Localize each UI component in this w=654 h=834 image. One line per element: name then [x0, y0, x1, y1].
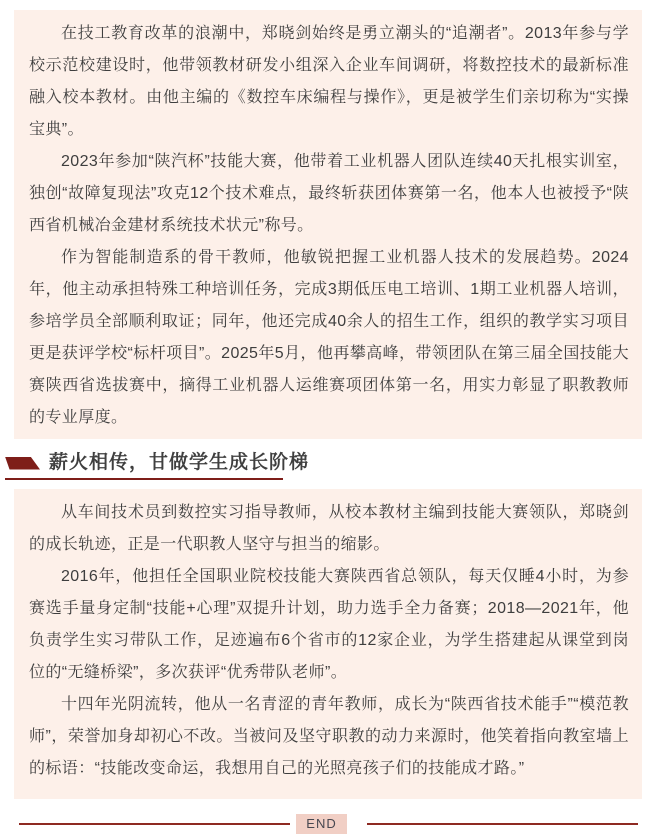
heading-underline — [5, 478, 283, 480]
heading-flag-icon — [5, 457, 40, 470]
section-heading-text: 薪火相传，甘做学生成长阶梯 — [49, 452, 310, 473]
section-heading — [5, 452, 642, 474]
mentorship-section — [14, 489, 642, 799]
paragraph-reform: 在技工教育改革的浪潮中，郑晓剑始终是勇立潮头的“追潮者”。2013年参与学校示范校建设时，他带领教材研发小组深入企业车间调研，将数控技术的最新标准融入校本教材。由他主编的《数控车床编程与操作》，更是被学生们亲切称为“实操宝典”。 — [29, 25, 629, 138]
paragraph-growth-track: 从车间技术员到数控实习指导教师，从校本教材主编到技能大赛领队，郑晓剑的成长轨迹，正是一代职教人坚守与担当的缩影。 — [29, 504, 629, 553]
paragraph-team-leading: 2016年，他担任全国职业院校技能大赛陕西省总领队，每天仅睡4小时，为参赛选手量身定制“技能+心理”双提升计划，助力选手全力备赛；2018—2021年，他负责学生实习带队工作，足迹遍布6个省市的12家企业，为学生搭建起从课堂到岗位的“无缝桥梁”，多次获评“优秀带队老师”。 — [29, 568, 629, 681]
section-heading-block — [5, 452, 642, 480]
end-divider — [19, 814, 638, 834]
divider-line-left — [19, 823, 290, 825]
paragraph-smart-manufacturing: 作为智能制造系的骨干教师，他敏锐把握工业机器人技术的发展趋势。2024年，他主动承担特殊工种培训任务，完成3期低压电工培训、1期工业机器人培训，参培学员全部顺利取证；同年，他还完成40余人的招生工作，组织的教学实习项目更是获评学校“标杆项目”。2025年5月，他再攀高峰，带领团队在第三届全国技能大赛陕西省选拔赛中，摘得工业机器人运维赛项团体第一名，用实力彰显了职教教师的专业厚度。 — [29, 249, 629, 426]
paragraph-competition-2023: 2023年参加“陕汽杯”技能大赛，他带着工业机器人团队连续40天扎根实训室，独创“故障复现法”攻克12个技术难点，最终斩获团体赛第一名，他本人也被授予“陕西省机械冶金建材系统技术状元”称号。 — [29, 153, 629, 234]
achievements-section — [14, 10, 642, 439]
paragraph-fourteen-years: 十四年光阴流转，他从一名青涩的青年教师，成长为“陕西省技术能手”“模范教师”，荣誉加身却初心不改。当被问及坚守职教的动力来源时，他笑着指向教室墙上的标语：“技能改变命运，我想用自己的光照亮孩子们的技能成才路。” — [29, 696, 629, 777]
end-badge: END — [296, 814, 346, 834]
divider-line-right — [367, 823, 638, 825]
